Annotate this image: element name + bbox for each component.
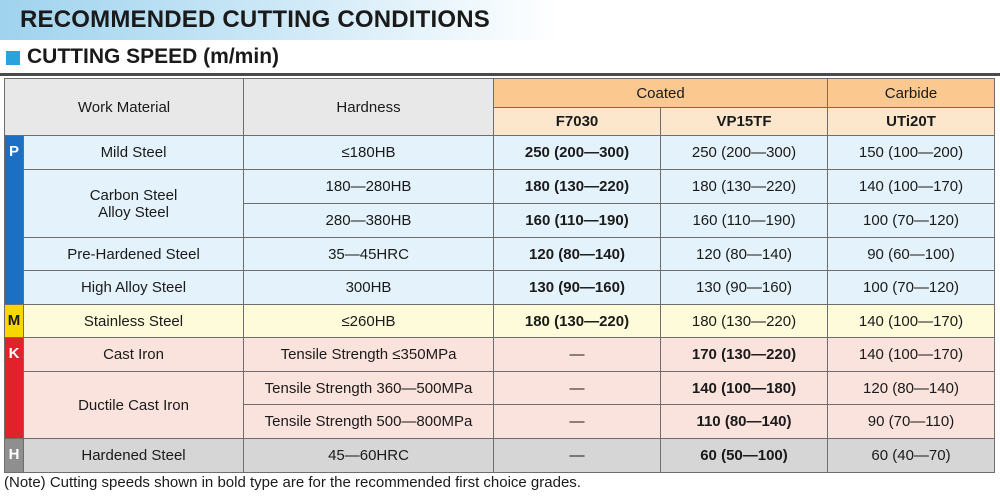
material-cell: Hardened Steel <box>24 439 244 473</box>
hardness-cell: 45―60HRC <box>244 439 494 473</box>
speed-uti20t: 90 (60―100) <box>828 238 995 271</box>
hardness-cell: ≤180HB <box>244 136 494 170</box>
speed-f7030: ― <box>494 405 661 439</box>
header-hardness: Hardness <box>244 79 494 136</box>
speed-f7030: 160 (110―190) <box>494 204 661 238</box>
material-cell: Mild Steel <box>24 136 244 170</box>
speed-f7030: 180 (130―220) <box>494 305 661 338</box>
speed-f7030: 130 (90―160) <box>494 271 661 305</box>
speed-f7030: 180 (130―220) <box>494 170 661 204</box>
speed-vp15tf: 110 (80―140) <box>661 405 828 439</box>
speed-f7030: ― <box>494 372 661 405</box>
speed-vp15tf: 60 (50―100) <box>661 439 828 473</box>
hardness-cell: 35―45HRC <box>244 238 494 271</box>
band-h: H <box>5 439 24 473</box>
hardness-cell: ≤260HB <box>244 305 494 338</box>
section-divider <box>0 73 1000 76</box>
speed-uti20t: 60 (40―70) <box>828 439 995 473</box>
hardness-cell: Tensile Strength 500―800MPa <box>244 405 494 439</box>
speed-uti20t: 140 (100―170) <box>828 305 995 338</box>
material-cell <box>24 170 244 238</box>
speed-vp15tf: 250 (200―300) <box>661 136 828 170</box>
speed-f7030: ― <box>494 338 661 372</box>
header-carbide: Carbide <box>828 79 995 108</box>
material-cell: High Alloy Steel <box>24 271 244 305</box>
speed-vp15tf: 180 (130―220) <box>661 170 828 204</box>
speed-vp15tf: 140 (100―180) <box>661 372 828 405</box>
speed-vp15tf: 160 (110―190) <box>661 204 828 238</box>
speed-uti20t: 100 (70―120) <box>828 204 995 238</box>
material-cell: Stainless Steel <box>24 305 244 338</box>
speed-uti20t: 90 (70―110) <box>828 405 995 439</box>
hardness-cell: Tensile Strength 360―500MPa <box>244 372 494 405</box>
hardness-cell: 180―280HB <box>244 170 494 204</box>
speed-f7030: ― <box>494 439 661 473</box>
speed-uti20t: 140 (100―170) <box>828 170 995 204</box>
band-p: P <box>5 136 24 305</box>
speed-vp15tf: 180 (130―220) <box>661 305 828 338</box>
header-grade-f7030: F7030 <box>494 108 661 136</box>
material-cell: Ductile Cast Iron <box>24 372 244 439</box>
header-work-material: Work Material <box>5 79 244 136</box>
band-k: K <box>5 338 24 439</box>
speed-uti20t: 100 (70―120) <box>828 271 995 305</box>
material-line: Carbon Steel <box>89 186 178 204</box>
speed-vp15tf: 130 (90―160) <box>661 271 828 305</box>
section-marker <box>6 51 20 65</box>
speed-f7030: 120 (80―140) <box>494 238 661 271</box>
material-cell: Cast Iron <box>24 338 244 372</box>
cutting-speed-table <box>4 78 995 473</box>
section-title: CUTTING SPEED (m/min) <box>27 45 280 68</box>
band-m: M <box>5 305 24 338</box>
hardness-cell: 280―380HB <box>244 204 494 238</box>
speed-uti20t: 140 (100―170) <box>828 338 995 372</box>
hardness-cell: Tensile Strength ≤350MPa <box>244 338 494 372</box>
page-title: RECOMMENDED CUTTING CONDITIONS <box>20 6 490 33</box>
speed-vp15tf: 120 (80―140) <box>661 238 828 271</box>
header-coated: Coated <box>494 79 828 108</box>
header-grade-uti20t: UTi20T <box>828 108 995 136</box>
speed-vp15tf: 170 (130―220) <box>661 338 828 372</box>
speed-f7030: 250 (200―300) <box>494 136 661 170</box>
speed-uti20t: 150 (100―200) <box>828 136 995 170</box>
speed-uti20t: 120 (80―140) <box>828 372 995 405</box>
material-line: Alloy Steel <box>98 203 169 221</box>
material-cell: Pre-Hardened Steel <box>24 238 244 271</box>
hardness-cell: 300HB <box>244 271 494 305</box>
header-grade-vp15tf: VP15TF <box>661 108 828 136</box>
footnote: (Note) Cutting speeds shown in bold type are for the recommended first choice grades. <box>4 474 581 491</box>
